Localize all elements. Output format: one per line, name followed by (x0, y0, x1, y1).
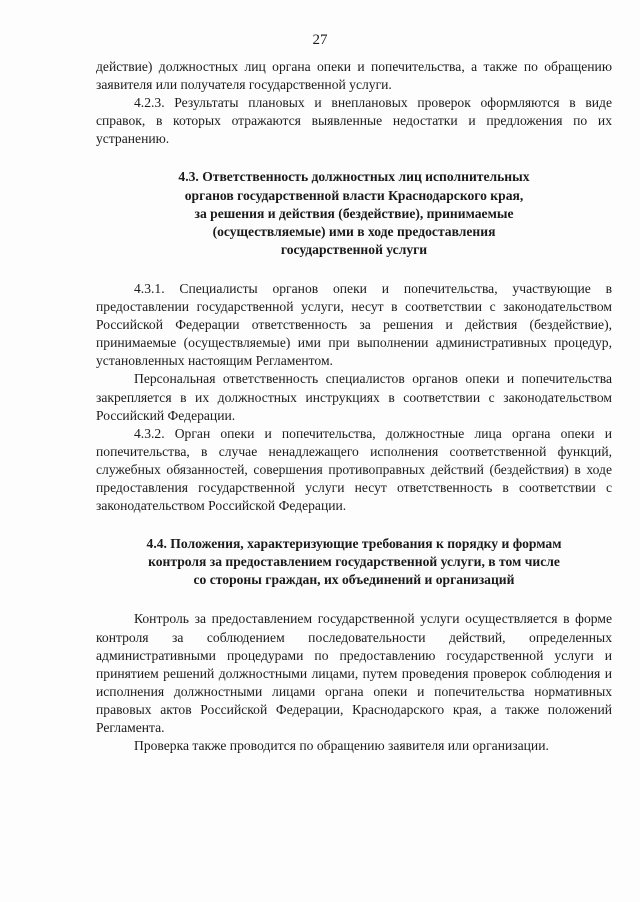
paragraph-inspection: Проверка также проводится по обращению заявителя или организации. (134, 738, 549, 754)
section-4-4-heading-line: 4.4. Положения, характеризующие требования к порядку и формам (146, 536, 562, 552)
page-number: 27 (312, 32, 328, 48)
paragraph-4-3-2: 4.3.2. Орган опеки и попечительства, должностные лица органа опеки и попечительства, в случае ненадлежащего исполнения соответственной функций, служебных обязанностей, совершения противоправных действий (бездействия) в ходе предоставления государственной услуги несут ответственность в соответствии с законодательством Российской Федерации. (96, 425, 612, 514)
intro-paragraph-4-2-3: 4.2.3. Результаты плановых и внеплановых проверок оформляются в виде справок, в которых отражаются выявленные недостатки и предложения по их устранению. (96, 95, 612, 147)
section-4-3-heading-line: (осуществляемые) ими в ходе предоставления (212, 223, 496, 239)
section-4-4-heading-line: со стороны граждан, их объединений и организаций (193, 572, 515, 588)
paragraph-personal-responsibility: Персональная ответственность специалистов органов опеки и попечительства закрепляется в их должностных инструкциях в соответствии с законодательством Российский Федерации. (96, 371, 612, 423)
section-4-3-heading (96, 168, 612, 258)
section-4-4-heading-line: контроля за предоставлением государственной услуги, в том числе (148, 554, 560, 570)
section-4-3-heading-line: государственной услуги (280, 241, 428, 257)
paragraph-4-3-1: 4.3.1. Специалисты органов опеки и попечительства, участвующие в предоставлении государственной услуги, несут в соответствии с законодательством Российской Федерации ответственность за решения и действия (бездействие), принимаемые (осуществляемые) ими при выполнении административных процедур, установленных настоящим Регламентом. (96, 280, 612, 369)
page-content (96, 58, 612, 755)
intro-paragraph-continued: действие) должностных лиц органа опеки и попечительства, а также по обращению заявителя или получателя государственной услуги. (96, 59, 612, 93)
section-4-3-heading-line: за решения и действия (бездействие), принимаемые (194, 205, 514, 221)
section-4-4-heading (96, 535, 612, 589)
section-4-3-heading-line: органов государственной власти Краснодарского края, (184, 187, 524, 203)
section-4-3-heading-line: 4.3. Ответственность должностных лиц исполнительных (178, 169, 530, 185)
paragraph-control: Контроль за предоставлением государственной услуги осуществляется в форме контроля за соблюдением последовательности действий, определенных административными процедурами по предоставлению государственной услуги и принятием решений должностными лицами, путем проведения проверок соблюдения и исполнения должностными лицами органа опеки и попечительства нормативных правовых актов Российской Федерации, Краснодарского края, а также положений Регламента. (96, 611, 612, 735)
